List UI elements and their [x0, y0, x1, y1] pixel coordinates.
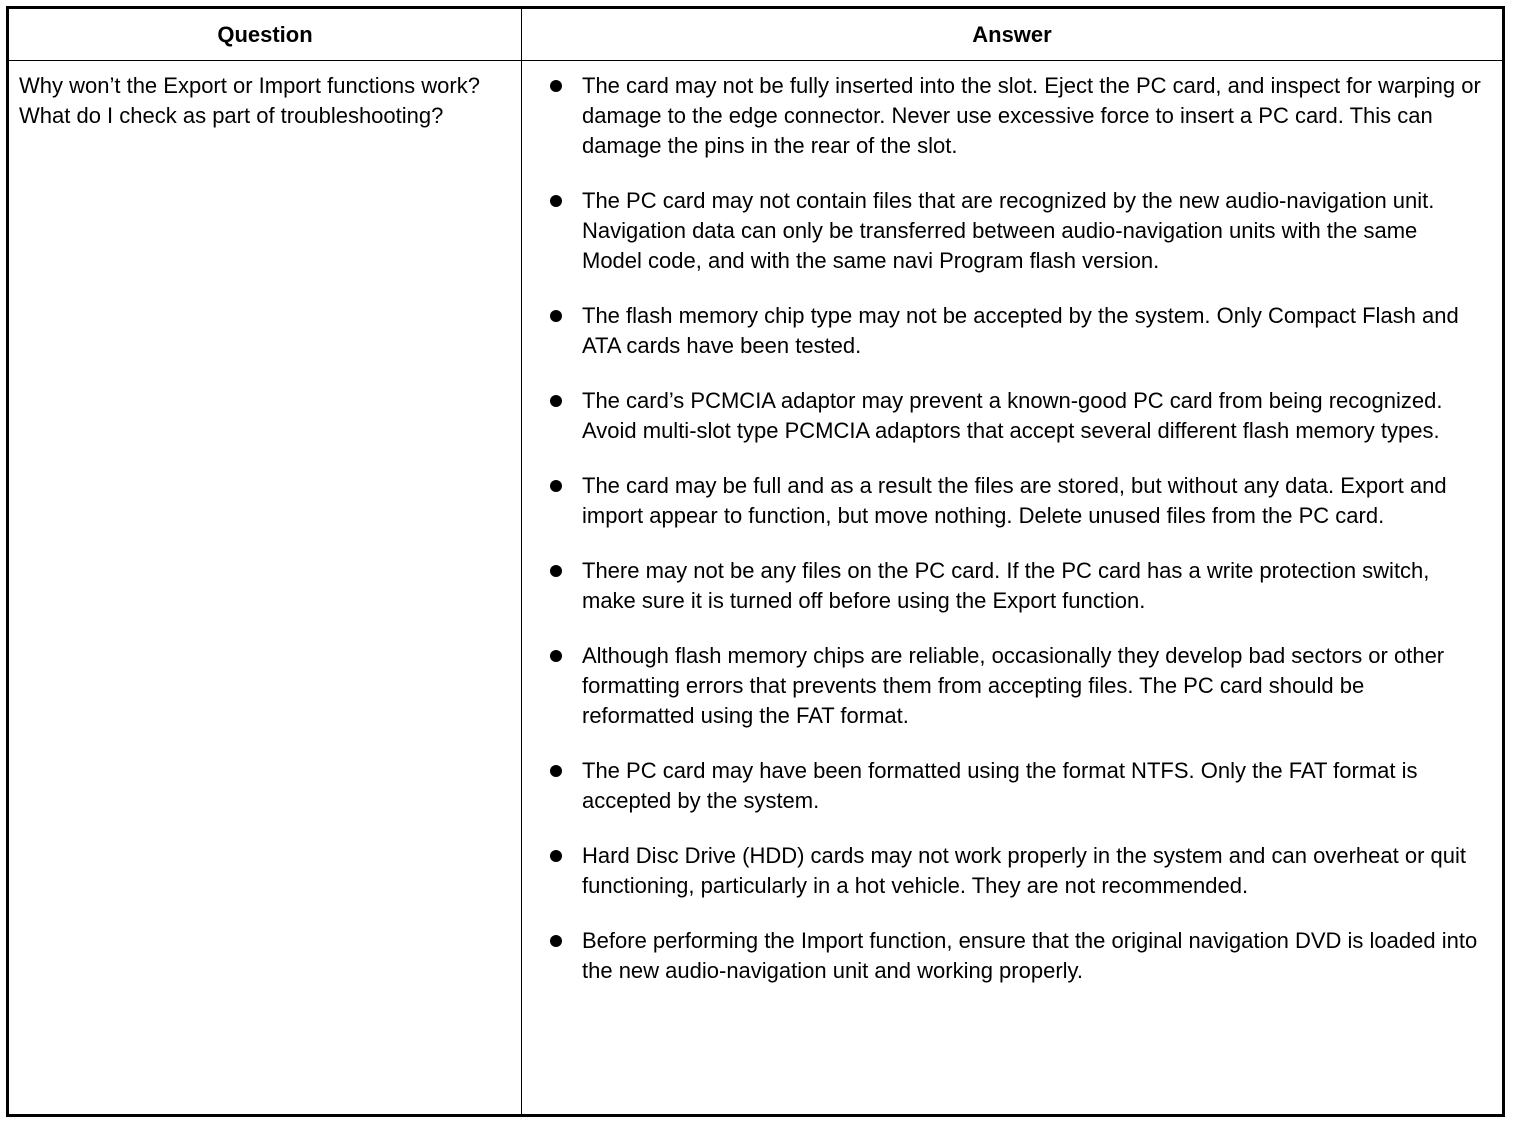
- answer-item: [548, 841, 1482, 901]
- bullet-icon: [548, 186, 582, 216]
- answer-text: The flash memory chip type may not be accepted by the system. Only Compact Flash and ATA cards have been tested.: [582, 303, 1459, 358]
- answer-item: [548, 641, 1482, 731]
- column-header-question: Question: [9, 9, 522, 61]
- answer-text: Before performing the Import function, ensure that the original navigation DVD is loaded into the new audio-navigation unit and working properly.: [582, 928, 1478, 983]
- question-cell: Why won’t the Export or Import functions work? What do I check as part of troubleshooting?: [9, 61, 522, 1114]
- answer-text: There may not be any files on the PC card. If the PC card has a write protection switch, make sure it is turned off before using the Export function.: [582, 558, 1430, 613]
- answer-cell: [522, 61, 1502, 1114]
- answer-item: [548, 926, 1482, 986]
- answer-text: The card may not be fully inserted into the slot. Eject the PC card, and inspect for warping or damage to the edge connector. Never use excessive force to insert a PC card. This can damage the pins in the rear of the slot.: [582, 73, 1481, 158]
- bullet-icon: [548, 71, 582, 101]
- bullet-icon: [548, 841, 582, 871]
- answer-text: The card’s PCMCIA adaptor may prevent a known-good PC card from being recognized. Avoid multi-slot type PCMCIA adaptors that accept several different flash memory types.: [582, 388, 1443, 443]
- bullet-icon: [548, 641, 582, 671]
- bullet-icon: [548, 926, 582, 956]
- faq-table: [6, 6, 1505, 1117]
- answer-item: [548, 301, 1482, 361]
- answer-item: [548, 471, 1482, 531]
- answer-item: [548, 386, 1482, 446]
- answer-item: [548, 186, 1482, 276]
- column-header-answer: Answer: [522, 9, 1502, 61]
- answer-text: The card may be full and as a result the files are stored, but without any data. Export and import appear to function, but move nothing. Delete unused files from the PC card.: [582, 473, 1447, 528]
- answer-item: [548, 756, 1482, 816]
- bullet-icon: [548, 756, 582, 786]
- answer-text: The PC card may have been formatted using the format NTFS. Only the FAT format is accepted by the system.: [582, 758, 1418, 813]
- bullet-icon: [548, 556, 582, 586]
- bullet-icon: [548, 386, 582, 416]
- bullet-icon: [548, 301, 582, 331]
- answer-text: Although flash memory chips are reliable, occasionally they develop bad sectors or other formatting errors that prevents them from accepting files. The PC card should be reformatted using the FAT format.: [582, 643, 1445, 728]
- answer-text: Hard Disc Drive (HDD) cards may not work properly in the system and can overheat or quit functioning, particularly in a hot vehicle. They are not recommended.: [582, 843, 1466, 898]
- answer-item: [548, 71, 1482, 161]
- bullet-icon: [548, 471, 582, 501]
- answer-item: [548, 556, 1482, 616]
- answer-list: [548, 71, 1482, 986]
- answer-text: The PC card may not contain files that are recognized by the new audio-navigation unit. Navigation data can only be transferred between audio-navigation units with the same Model code, and with the same navi Program flash version.: [582, 188, 1435, 273]
